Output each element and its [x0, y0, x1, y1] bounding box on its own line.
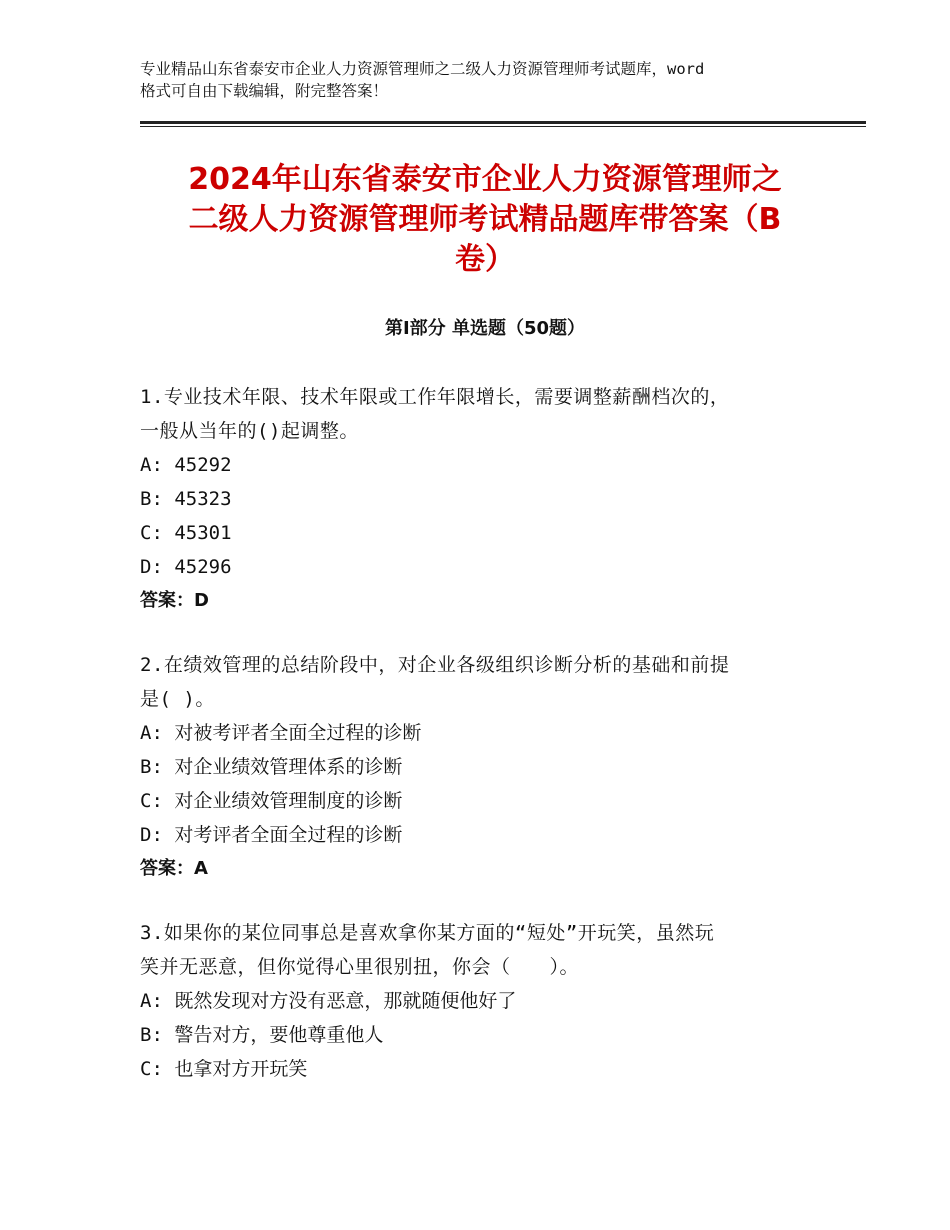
question-stem: 一般从当年的()起调整。	[140, 420, 359, 442]
question-stem: 3.如果你的某位同事总是喜欢拿你某方面的“短处”开玩笑，虽然玩	[140, 922, 715, 944]
header-divider-thin	[140, 126, 866, 127]
option-c: C: 45301	[140, 522, 232, 544]
option-d: D: 45296	[140, 556, 232, 578]
title-line-2: 二级人力资源管理师考试精品题库带答案（B	[188, 202, 782, 237]
option-a: A: 既然发现对方没有恶意，那就随便他好了	[140, 990, 517, 1012]
option-c: C: 也拿对方开玩笑	[140, 1058, 308, 1080]
option-b: B: 45323	[140, 488, 232, 510]
header-line-2: 格式可自由下载编辑，附完整答案！	[140, 82, 389, 100]
header-divider-thick	[140, 121, 866, 124]
question-list	[140, 380, 820, 1116]
document-title	[140, 160, 830, 280]
option-a: A: 45292	[140, 454, 232, 476]
question-2	[140, 648, 820, 886]
section-title: 第Ⅰ部分 单选题（50题）	[384, 318, 585, 339]
question-3	[140, 916, 820, 1086]
question-1	[140, 380, 820, 618]
question-stem: 笑并无恶意，但你觉得心里很别扭，你会（ ）。	[140, 956, 580, 978]
header-line-1: 专业精品山东省泰安市企业人力资源管理师之二级人力资源管理师考试题库，word	[140, 60, 705, 78]
question-stem: 1.专业技术年限、技术年限或工作年限增长，需要调整薪酬档次的，	[140, 386, 730, 408]
question-stem: 2.在绩效管理的总结阶段中，对企业各级组织诊断分析的基础和前提	[140, 654, 730, 676]
title-line-1: 2024年山东省泰安市企业人力资源管理师之	[188, 162, 782, 197]
option-a: A: 对被考评者全面全过程的诊断	[140, 722, 422, 744]
question-stem: 是( )。	[140, 688, 215, 710]
option-b: B: 警告对方，要他尊重他人	[140, 1024, 384, 1046]
option-b: B: 对企业绩效管理体系的诊断	[140, 756, 403, 778]
option-d: D: 对考评者全面全过程的诊断	[140, 824, 403, 846]
answer: 答案：D	[140, 590, 209, 611]
option-c: C: 对企业绩效管理制度的诊断	[140, 790, 403, 812]
answer: 答案：A	[140, 858, 208, 879]
page-header	[140, 58, 830, 102]
title-line-3: 卷）	[455, 242, 515, 277]
